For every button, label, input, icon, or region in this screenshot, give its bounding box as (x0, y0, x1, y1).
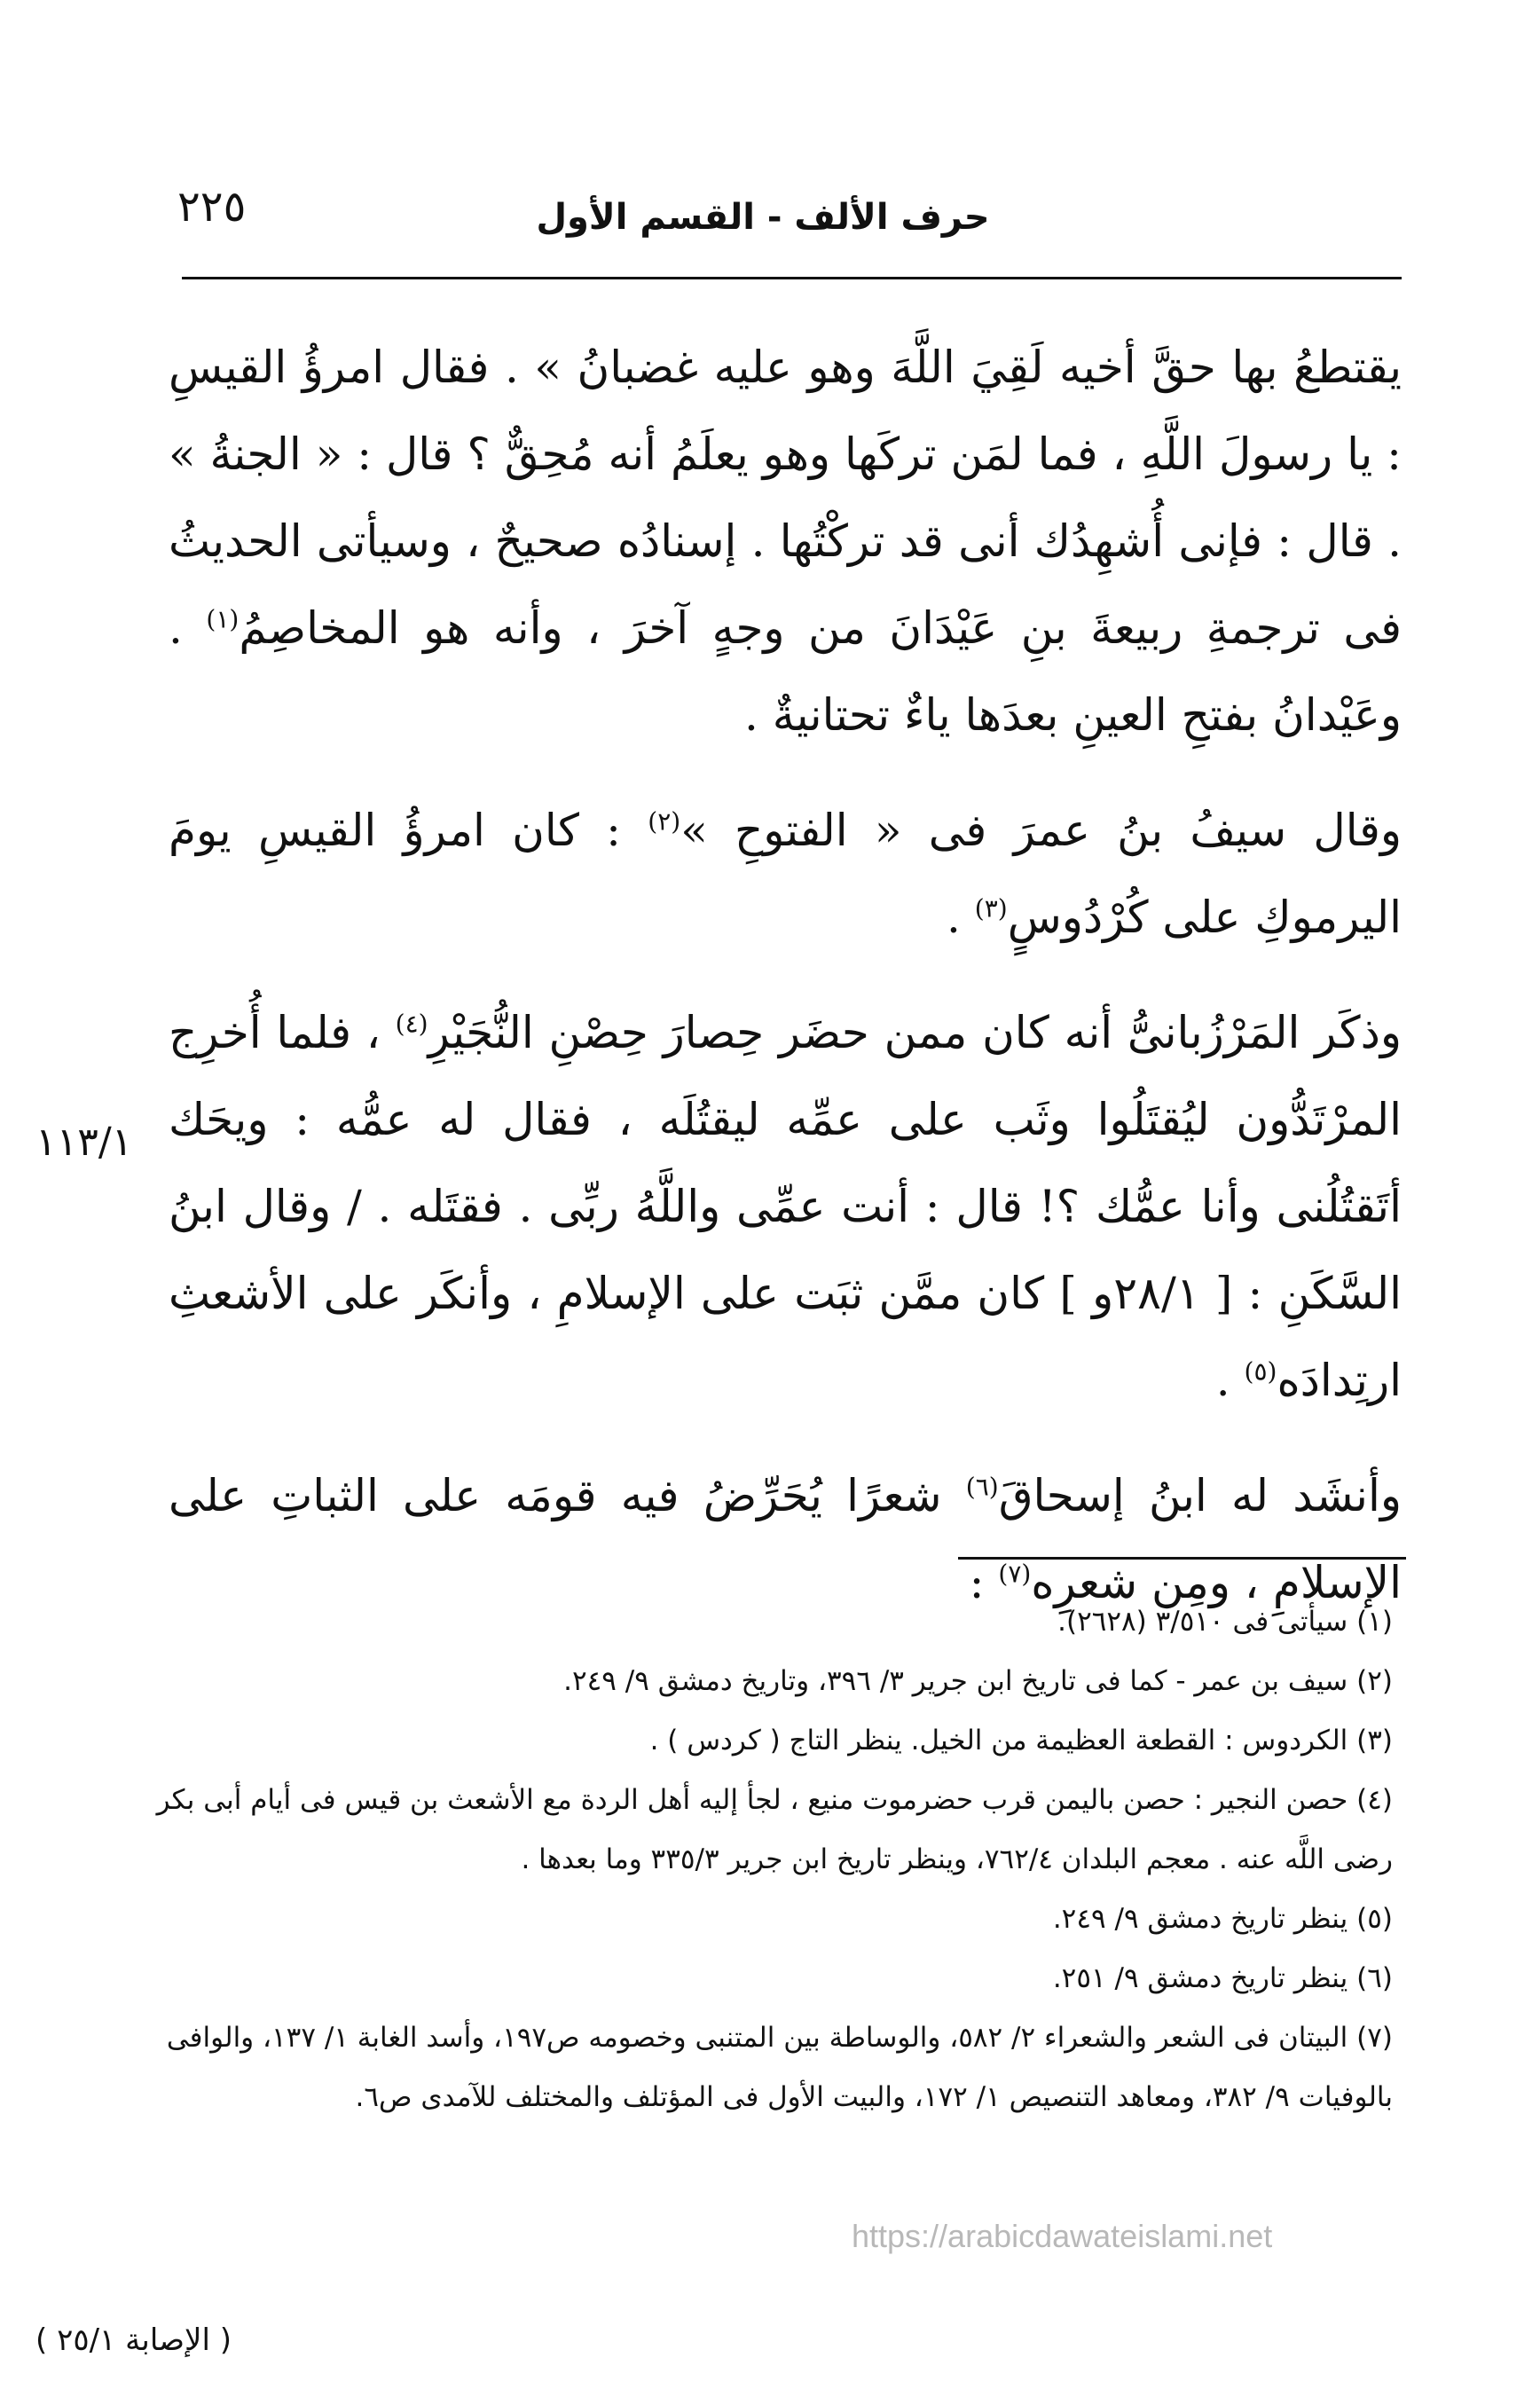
footnote-2: (٢) سيف بن عمر - كما فى تاريخ ابن جرير ٣/ ٣٩٦، وتاريخ دمشق ٩/ ٢٤٩. (563, 1665, 1393, 1697)
footnote-ref-2[interactable]: (٢) (648, 806, 681, 837)
text-segment: وقال سيفُ بنُ عمرَ فى « الفتوحِ » (680, 805, 1402, 856)
footnote-ref-6[interactable]: (٦) (965, 1472, 999, 1502)
header-rule (182, 277, 1402, 279)
footnote-ref-7[interactable]: (٧) (998, 1559, 1032, 1589)
text-segment: ، فلما أُخرِج المرْتَدُّون ليُقتَلُوا وثَب على عمِّه ليقتُلَه ، فقال له عمُّه : ويحَك أتَقتُلُنى وأنا عمُّك ؟! قال : أنت عمِّى واللَّهُ ربِّى . فقتَله . / وقال ابنُ السَّكَنِ : [ ٢٨/١و ] كان ممَّن ثبَت على الإسلامِ ، وأنكَر على الأشعثِ ارتِدادَه (169, 1007, 1402, 1406)
footnote-ref-3[interactable]: (٣) (974, 893, 1008, 923)
footnote-5: (٥) ينظر تاريخ دمشق ٩/ ٢٤٩. (1052, 1903, 1393, 1935)
footnotes (155, 1592, 1393, 2127)
main-text (169, 324, 1402, 1654)
footnote-ref-1[interactable]: (١) (206, 604, 240, 634)
footnote-7: (٧) البيتان فى الشعر والشعراء ٢/ ٥٨٢، والوساطة بين المتنبى وخصومه ص١٩٧، وأسد الغابة ١/ ١٣٧، والوافى بالوفيات ٩/ ٣٨٢، ومعاهد التنصيص ١/ ١٧٢، والبيت الأول فى المؤتلف والمختلف للآمدى ص٦. (166, 2022, 1393, 2113)
page-number: ٢٢٥ (177, 182, 247, 232)
paragraph-3 (169, 989, 1402, 1424)
watermark-url: https://arabicdawateislami.net (852, 2218, 1273, 2254)
text-segment: : كان امرؤُ القيسِ يومَ اليرموكِ على كُرْدُوسٍ (169, 805, 1402, 943)
text-segment: وذكَر المَرْزُبانىُّ أنه كان ممن حضَر حِصارَ حِصْنِ النُّجَيْرِ (428, 1007, 1402, 1058)
text-segment: شعرًا يُحَرِّضُ فيه قومَه على الثباتِ على الإسلامِ ، ومِن شعرِه (169, 1470, 1402, 1608)
footnote-6: (٦) ينظر تاريخ دمشق ٩/ ٢٥١. (1052, 1962, 1393, 1994)
text-segment: . وعَيْدانُ بفتحِ العينِ بعدَها ياءٌ تحتانيةٌ . (169, 602, 1402, 741)
paragraph-2 (169, 787, 1402, 961)
margin-reference: ١١٣/١ (35, 1120, 133, 1165)
footnote-4: (٤) حصن النجير : حصن باليمن قرب حضرموت منيع ، لجأ إليه أهل الردة مع الأشعث بن قيس فى أيام أبى بكر رضى اللَّه عنه . معجم البلدان ٧٦٢/٤، وينظر تاريخ ابن جرير ٣٣٥/٣ وما بعدها . (156, 1784, 1393, 1875)
volume-signature: ( الإصابة ٢٥/١ ) (35, 2322, 232, 2358)
text-segment: . (946, 892, 961, 943)
text-segment: وأنشَد له ابنُ إسحاقَ (998, 1470, 1402, 1521)
running-header-title: حرف الألف - القسم الأول (536, 197, 990, 238)
footnote-ref-5[interactable]: (٥) (1244, 1356, 1277, 1387)
text-segment: . (1215, 1355, 1230, 1406)
text-segment: : (969, 1557, 985, 1608)
text-segment: يقتطعُ بها حقَّ أخيه لَقِيَ اللَّهَ وهو عليه غضبانُ » . فقال امرؤُ القيسِ : يا رسولَ اللَّهِ ، فما لمَن تركَها وهو يعلَمُ أنه مُحِقٌّ ؟ قال : « الجنةُ » . قال : فإنى أُشهِدُك أنى قد تركْتُها . إسنادُه صحيحٌ ، وسيأتى الحديثُ فى ترجمةِ ربيعةَ بنِ عَيْدَانَ من وجهٍ آخرَ ، وأنه هو المخاصِمُ (169, 342, 1402, 654)
footnote-3: (٣) الكردوس : القطعة العظيمة من الخيل. ينظر التاج ( كردس ) . (649, 1725, 1393, 1756)
paragraph-1 (169, 324, 1402, 758)
footnote-separator (958, 1557, 1406, 1560)
footnote-ref-4[interactable]: (٤) (395, 1009, 428, 1039)
footnote-1: (١) سيأتى فى ٣/٥١٠ (٢٦٢٨). (1057, 1606, 1393, 1638)
